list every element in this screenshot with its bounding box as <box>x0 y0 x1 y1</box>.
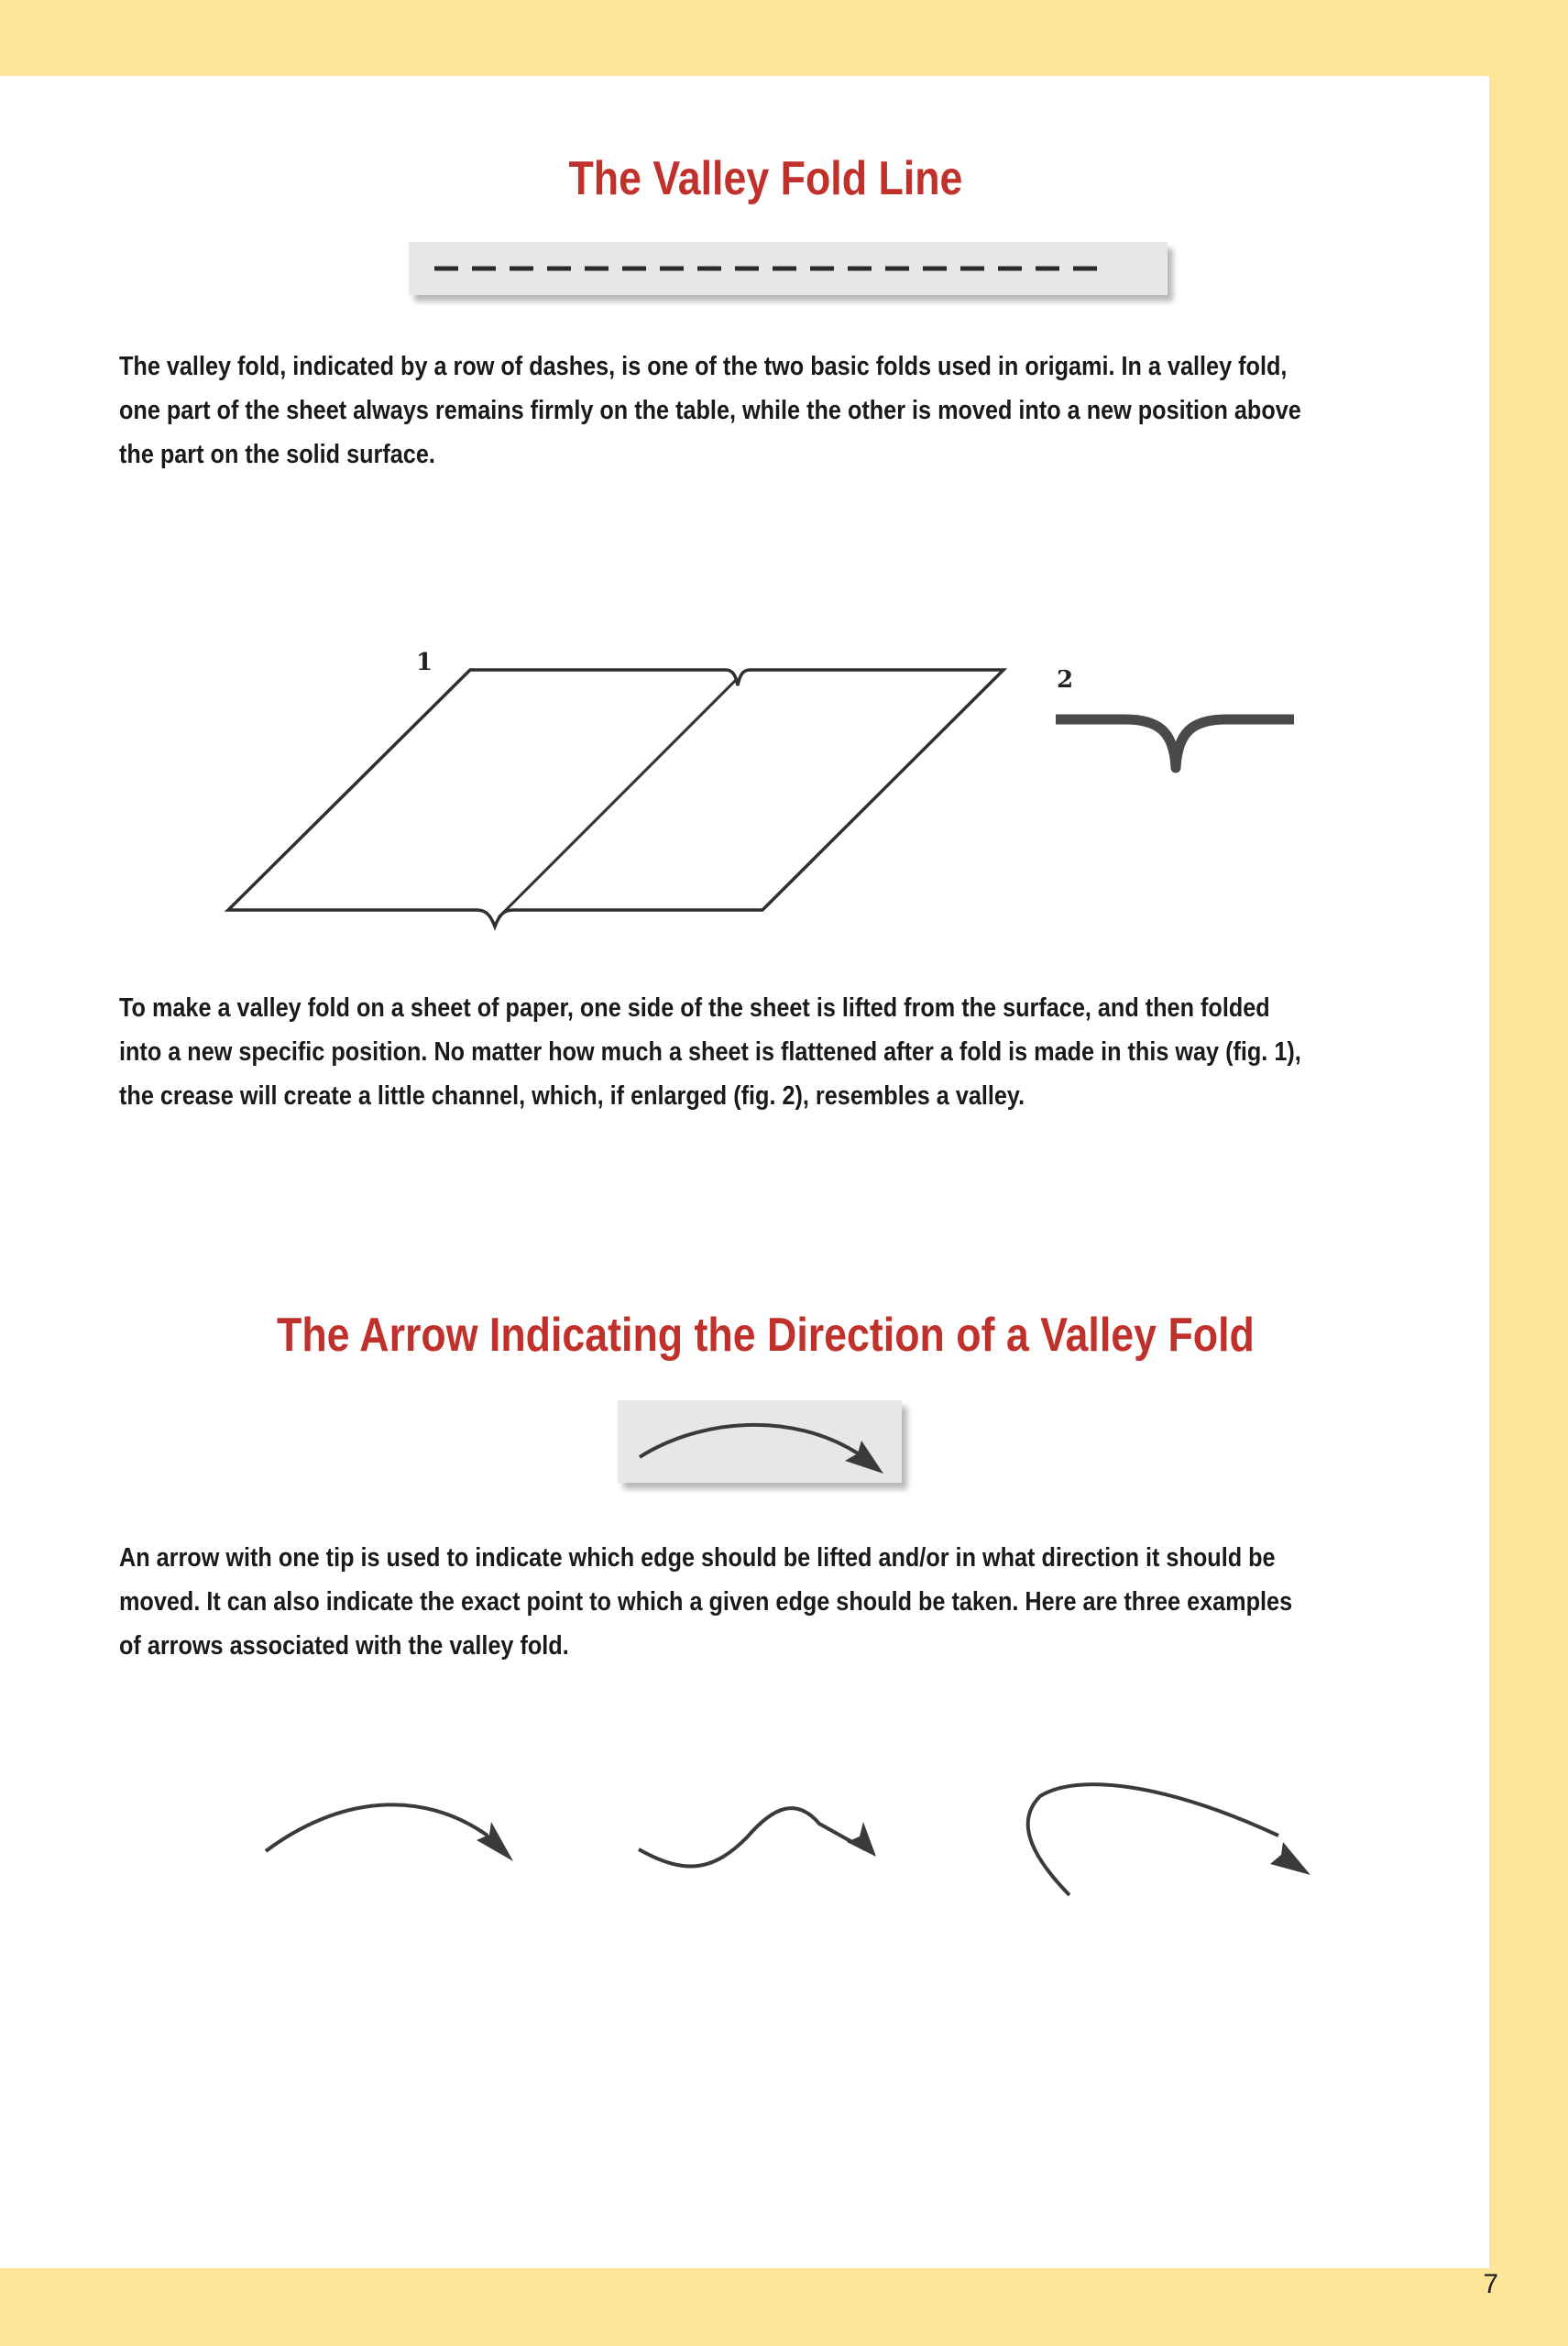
section2-paragraph <box>119 1536 1293 1668</box>
text-line: An arrow with one tip is used to indicate which edge should be lifted and/or in what direction it should be <box>119 1543 1276 1573</box>
section-title-valley-fold-arrow: The Arrow Indicating the Direction of a Valley Fold <box>277 1309 1255 1362</box>
text-line: of arrows associated with the valley fold. <box>119 1631 569 1661</box>
section1-paragraph2 <box>119 986 1301 1118</box>
text-line: moved. It can also indicate the exact point to which a given edge should be taken. Here are three examples <box>119 1587 1293 1617</box>
example-arrows <box>0 1741 1568 2016</box>
valley-fold-arrow-icon <box>618 1400 902 1483</box>
text-line: the crease will create a little channel, which, if enlarged (fig. 2), resembles a valley. <box>119 1081 1025 1111</box>
text-line: To make a valley fold on a sheet of paper, one side of the sheet is lifted from the surface, and then folded <box>119 993 1270 1023</box>
text-line: The valley fold, indicated by a row of dashes, is one of the two basic folds used in origami. In a valley fold, <box>119 352 1288 381</box>
text-line: one part of the sheet always remains firmly on the table, while the other is moved into a new position above <box>119 396 1301 425</box>
valley-cross-section-icon <box>0 0 1568 1008</box>
figure-1-label: 1 <box>416 649 433 676</box>
text-line: the part on the solid surface. <box>119 440 435 469</box>
figure-2-label: 2 <box>1057 666 1074 694</box>
section-title-valley-fold-line: The Valley Fold Line <box>568 152 963 205</box>
example-arrow-2-icon <box>639 1808 876 1866</box>
example-arrow-3-icon <box>1028 1784 1310 1895</box>
example-arrow-1-icon <box>266 1804 513 1861</box>
page-number: 7 <box>1483 2269 1498 2299</box>
text-line: into a new specific position. No matter how much a sheet is flattened after a fold is made in this way (fig. 1), <box>119 1037 1301 1067</box>
